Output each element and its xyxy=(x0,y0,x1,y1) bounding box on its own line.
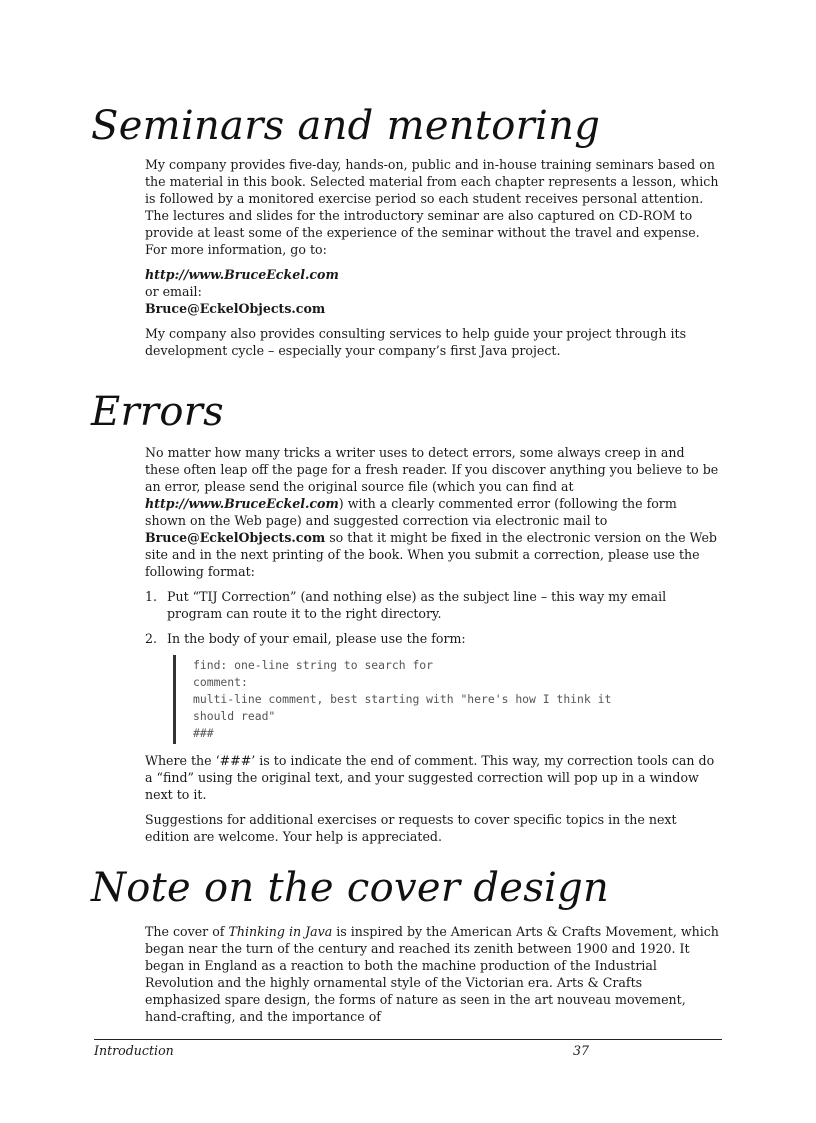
list-text: In the body of your email, please use the form: xyxy=(167,631,466,646)
section-heading-errors: Errors xyxy=(91,389,224,435)
paragraph: No matter how many tricks a writer uses to detect errors, some always creep in and these often leap off the page for a fresh reader. If you discover anything you believe to be an error, please send the original source file (which you can find at http://www.BruceEckel.com) with a clearly commented error (following the form shown on the Web page) and suggested correction via electronic mail to Bruce@EckelObjects.com so that it might be fixed in the electronic version on the Web site and in the next printing of the book. When you submit a correction, please use the following format: xyxy=(145,445,719,579)
list-number: 1. xyxy=(145,589,158,604)
paragraph: My company provides five-day, hands-on, public and in-house training seminars based on the material in this book. Selected material from each chapter represents a lesson, which is followed by a monitored exercise period so each student receives personal attention. The lectures and slides for the introductory seminar are also captured on CD-ROM to provide at least some of the experience of the seminar without the travel and expense. For more information, go to: xyxy=(145,157,719,257)
or-email-label: or email: xyxy=(145,284,202,299)
footer-page-number: 37 xyxy=(573,1043,590,1058)
paragraph: Where the ‘###’ is to indicate the end of comment. This way, my correction tools can do a “find” using the original text, and your suggested correction will pop up in a window next to it. xyxy=(145,753,715,802)
paragraph: Suggestions for additional exercises or requests to cover specific topics in the next edition are welcome. Your help is appreciated. xyxy=(145,812,677,844)
section-body-seminars xyxy=(145,156,721,367)
section-body-errors xyxy=(145,444,721,853)
website-link[interactable]: http://www.BruceEckel.com xyxy=(145,496,339,511)
section-body-cover xyxy=(145,923,721,1033)
code-block: find: one-line string to search for comment: multi-line comment, best starting with "here's how I think it should read" ### xyxy=(173,655,721,744)
book-title: Thinking in Java xyxy=(228,924,333,939)
list-item xyxy=(145,588,721,622)
paragraph: My company also provides consulting services to help guide your project through its development cycle – especially your company’s first Java project. xyxy=(145,326,687,358)
list-number: 2. xyxy=(145,631,158,646)
footer-chapter: Introduction xyxy=(94,1043,174,1058)
email-link[interactable]: Bruce@EckelObjects.com xyxy=(145,301,326,316)
email-link[interactable]: Bruce@EckelObjects.com xyxy=(145,530,326,545)
section-heading-seminars: Seminars and mentoring xyxy=(91,103,601,149)
numbered-list xyxy=(145,588,721,647)
website-link[interactable]: http://www.BruceEckel.com xyxy=(145,267,339,282)
list-text: Put “TIJ Correction” (and nothing else) as the subject line – this way my email program can route it to the right directory. xyxy=(167,589,667,621)
section-heading-cover: Note on the cover design xyxy=(91,865,610,911)
footer-rule xyxy=(94,1039,722,1040)
contact-block xyxy=(145,266,721,317)
list-item xyxy=(145,630,721,647)
paragraph: The cover of Thinking in Java is inspired by the American Arts & Crafts Movement, which began near the turn of the century and reached its zenith between 1900 and 1920. It began in England as a reaction to both the machine production of the Industrial Revolution and the highly ornamental style of the Victorian era. Arts & Crafts emphasized spare design, the forms of nature as seen in the art nouveau movement, hand-crafting, and the importance of xyxy=(145,924,719,1024)
